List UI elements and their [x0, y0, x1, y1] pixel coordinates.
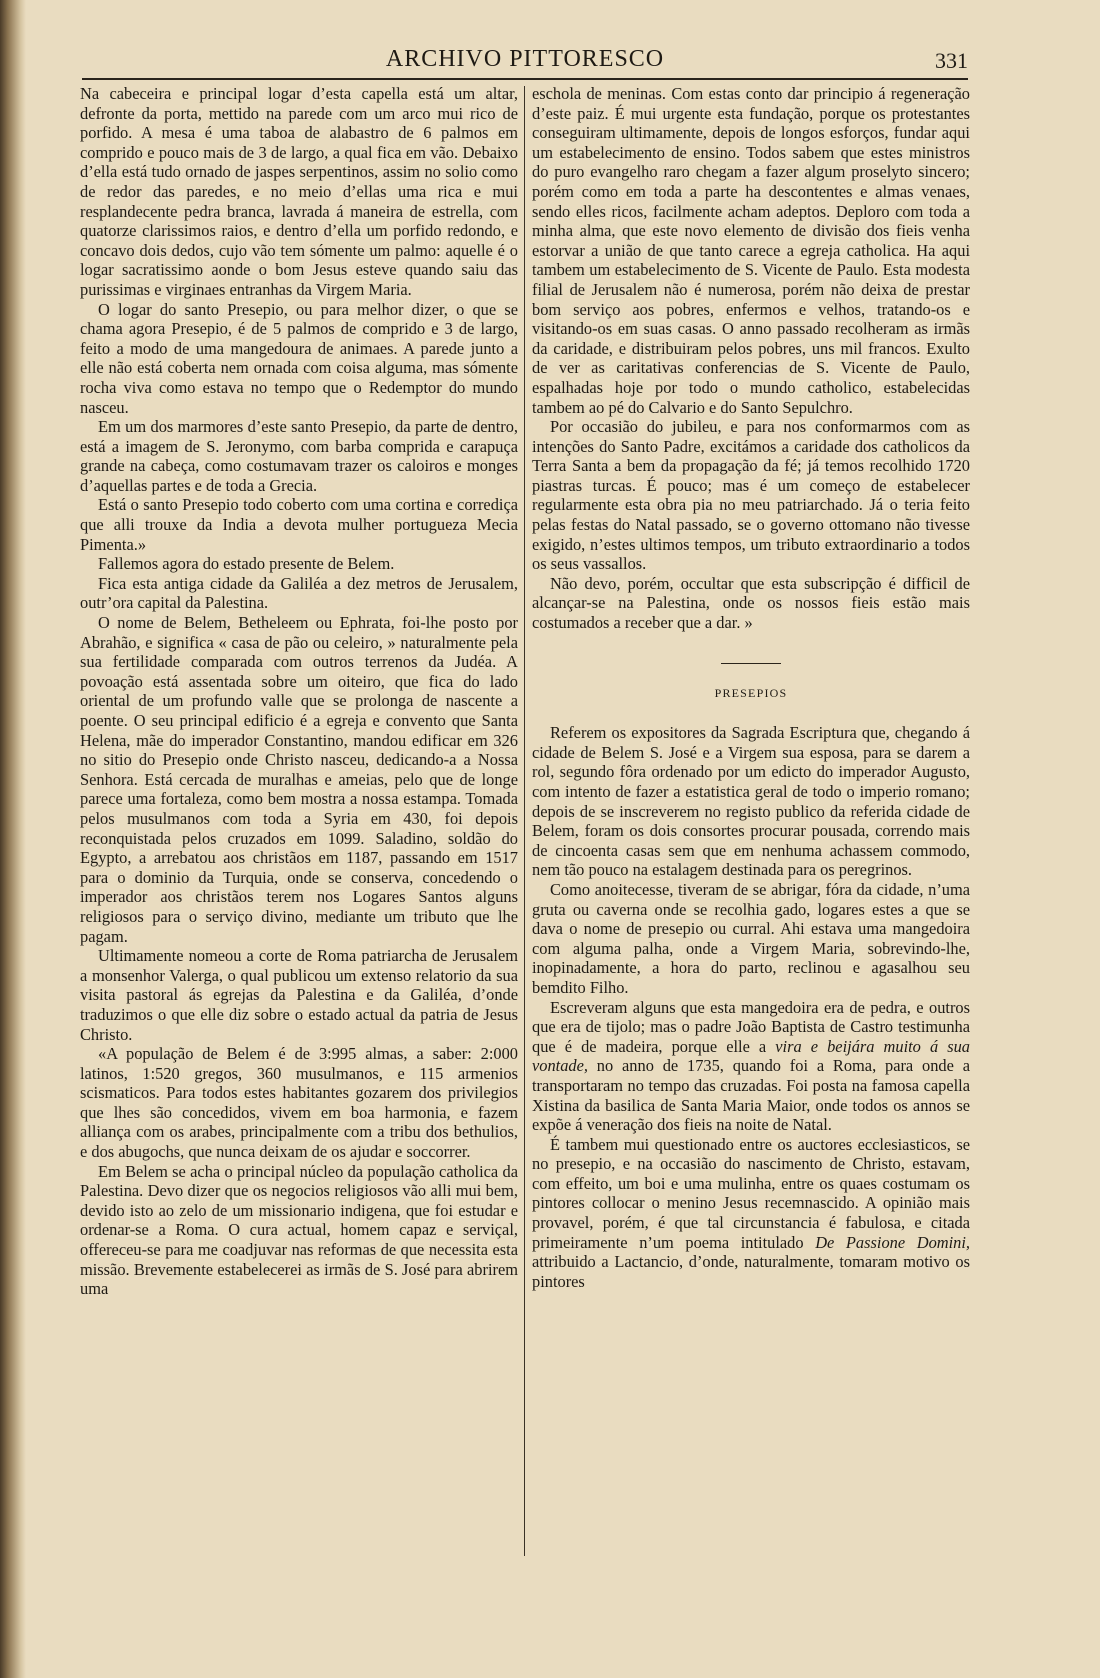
section-heading: PRESEPIOS: [714, 685, 788, 700]
section-divider-rule: [721, 663, 781, 664]
paragraph: [532, 998, 970, 1135]
paragraph: Fallemos agora do estado presente de Belem.: [98, 554, 395, 574]
header-rule: [82, 78, 968, 80]
paragraph-text: Escreveram alguns que esta mangedoira era de pedra, e outros que era de tijolo; mas o padre João Baptista de Castro testimunha que é de madeira, porque elle a: [532, 997, 970, 1056]
paragraph-text: no anno de 1735, quando foi a Roma, para onde a transportaram no tempo das cruzadas. Foi posta na famosa capella Xistina da basilica de Santa Maria Maior, onde todos os annos se expõe á veneração dos fieis na noite de Natal.: [532, 1056, 970, 1135]
paragraph: Está o santo Presepio todo coberto com uma cortina e corrediça que alli trouxe da India a devota mulher portugueza Mecia Pimenta.»: [80, 495, 518, 554]
paragraph: Em um dos marmores d’este santo Presepio, da parte de dentro, está a imagem de S. Jeronymo, com barba comprida e carapuça grande na cabeça, como costumavam trazer os caloiros e monges d’aquellas partes e de toda a Grecia.: [80, 417, 518, 495]
paragraph: Em Belem se acha o principal núcleo da população catholica da Palestina. Devo dizer que os negocios religiosos vão alli mui bem, devido isto ao zelo de um missionario indigena, que foi estudar e ordenar-se a Roma. O cura actual, homem capaz e serviçal, offereceu-se para me coadjuvar nas reformas de que necessita esta missão. Brevemente estabelecerei as irmãs de S. José para abrirem uma: [80, 1161, 518, 1299]
column-divider: [524, 86, 525, 1556]
paragraph: Referem os expositores da Sagrada Escriptura que, chegando á cidade de Belem S. José e a Virgem sua esposa, para se darem a rol, segundo fôra ordenado por um edicto do imperador Augusto, com intento de fazer a estatistica geral de todo o imperio romano; depois de se inscreverem no registo publico da referida cidade de Belem, foram os dois consortes procurar pousada, correndo mais de cincoenta casas sem que em nenhuma achassem commodo, nem tão pouco na estalagem destinada para os peregrinos.: [532, 723, 970, 880]
paragraph: «A população de Belem é de 3:995 almas, a saber: 2:000 latinos, 1:520 gregos, 360 musulmanos, e 115 armenios scismaticos. Para todos estes habitantes gozarem dos privilegios que lhes são concedidos, vivem em boa harmonia, e fazem alliança com os arabes, principalmente com a tribu dos bethulios, e dos abugochs, que nunca deixam de os ajudar e soccorrer.: [80, 1044, 518, 1162]
italic-quote: vira e beijára muito á sua vontade,: [532, 1036, 970, 1076]
paragraph-text: attribuido a Lactancio, d’onde, naturalmente, tomaram motivo os pintores: [532, 1252, 970, 1291]
italic-title: De Passione Domini,: [815, 1232, 971, 1252]
paragraph: Por occasião do jubileu, e para nos conformarmos com as intenções do Santo Padre, excitámos a caridade dos catholicos da Terra Santa a bem da propagação da fé; já temos recolhido 1720 piastras turcas. É pouco; mas é um começo de estabelecer regularmente esta obra pia no meu patriarchado. Já o teria feito pelas festas do Natal passado, se o governo ottomano não tivesse exigido, n’estes ultimos tempos, um tributo extraordinario a todos os seus vassallos.: [532, 417, 970, 574]
page-number: 331: [935, 48, 968, 73]
left-column: [80, 84, 518, 1564]
page-binding-edge: [0, 0, 26, 1678]
right-column: [532, 84, 970, 1564]
paragraph: O logar do santo Presepio, ou para melhor dizer, o que se chama agora Presepio, é de 5 palmos de comprido e 3 de largo, feito a modo de uma mangedoura de animaes. A parede junto a elle não está coberta nem ornada com coisa alguma, mas sómente rocha viva como estava no tempo que o Redemptor do mundo nasceu.: [80, 299, 518, 417]
paragraph-text: É tambem mui questionado entre os auctores ecclesiasticos, se no presepio, e na occasião do nascimento de Christo, estavam, com effeito, um boi e uma mulinha, entre os quaes costumam os pintores collocar o menino Jesus recemnascido. A opinião mais provavel, porém, é que tal circunstancia é fabulosa, e citada primeiramente n’um poema intitulado: [532, 1134, 970, 1252]
paragraph: Não devo, porém, occultar que esta subscripção é difficil de alcançar-se na Palestina, onde os nossos fieis estão mais costumados a receber que a dar. »: [532, 573, 970, 633]
paragraph: O nome de Belem, Betheleem ou Ephrata, foi-lhe posto por Abrahão, e significa « casa de pão ou celeiro, » naturalmente pela sua fertilidade comparada com outros terrenos da Judéa. A povoação está assentada sobre um oiteiro, que fica do lado oriental de um profundo valle que se prolonga de nascente a poente. O seu principal edificio é a egreja e convento que Santa Helena, mãe do imperador Constantino, mandou edificar em 326 no sitio do Presepio onde Christo nasceu, dedicando-a a Nossa Senhora. Está cercada de muralhas e ameias, pelo que de longe parece uma fortaleza, como bem mostra a nossa estampa. Tomada pelos musulmanos com toda a Syria em 430, foi depois reconquistada pelos cruzados em 1099. Saladino, soldão do Egypto, a arrebatou aos christãos em 1187, passando em 1517 para o dominio da Turquia, onde se conserva, concedendo o imperador aos christãos terem nos Logares Santos alguns religiosos para o serviço divino, mediante um tributo que lhe pagam.: [80, 613, 518, 946]
paragraph: Como anoitecesse, tiveram de se abrigar, fóra da cidade, n’uma gruta ou caverna onde se recolhia gado, logares estes a que se dava o nome de presepio ou curral. Ahi estava uma mangedoira com alguma palha, onde a Virgem Maria, sobrevindo-lhe, inopinadamente, a hora do parto, reclinou e agasalhou seu bemdito Filho.: [532, 879, 970, 997]
page-header: [82, 40, 968, 74]
paragraph: Na cabeceira e principal logar d’esta capella está um altar, defronte da porta, mettido na parede com um arco mui rico de porfido. A mesa é uma taboa de alabastro de 6 palmos em comprido e pouco mais de 3 de largo, a qual fica em vão. Debaixo d’ella está tudo ornado de jaspes serpentinos, assim no solio como de redor das paredes, e no meio d’ellas uma rica e mui resplandecente pedra branca, lavrada á maneira de estrella, com quatorze clarissimos raios, e dentro d’ella um porfido redondo, e concavo dois dedos, cujo vão tem sómente um palmo: aquelle é o logar sacratissimo aonde o bom Jesus esteve quando saiu das purissimas e virginaes entranhas da Virgem Maria.: [80, 84, 518, 299]
paragraph: eschola de meninas. Com estas conto dar principio á regeneração d’este paiz. É mui urgente esta fundação, porque os protestantes conseguiram ultimamente, depois de longos esforços, fundar aqui um estabelecimento de ensino. Todos sabem que estes ministros do puro evangelho raro chegam a fazer algum proselyto sincero; porém como em toda a parte ha descontentes e almas venaes, sendo elles ricos, facilmente acham adeptos. Deploro com toda a minha alma, que este novo elemento de divisão dos fieis venha estorvar a união de que tanto carece a egreja catholica. Ha aqui tambem um estabelecimento de S. Vicente de Paulo. Esta modesta filial de Jerusalem não é numerosa, porém não deixa de prestar bom serviço aos pobres, enfermos e velhos, tratando-os e visitando-os em suas casas. O anno passado recolheram as irmãs da caridade, e distribuiram pelos pobres, uns mil francos. Exulto de ver as caritativas conferencias de S. Vicente de Paulo, espalhadas hoje por todo o mundo catholico, estabelecidas tambem ao pé do Calvario e do Santo Sepulchro.: [532, 84, 970, 417]
paragraph: Fica esta antiga cidade da Galiléa a dez metros de Jerusalem, outr’ora capital da Palestina.: [80, 573, 518, 613]
paragraph: Ultimamente nomeou a corte de Roma patriarcha de Jerusalem a monsenhor Valerga, o qual publicou um extenso relatorio da sua visita pastoral ás egrejas da Palestina e da Galiléa, d’onde traduzimos o que elle diz sobre o estado actual da patria de Jesus Christo.: [80, 946, 518, 1044]
running-title: ARCHIVO PITTORESCO: [385, 46, 665, 72]
paragraph: [532, 1135, 970, 1292]
